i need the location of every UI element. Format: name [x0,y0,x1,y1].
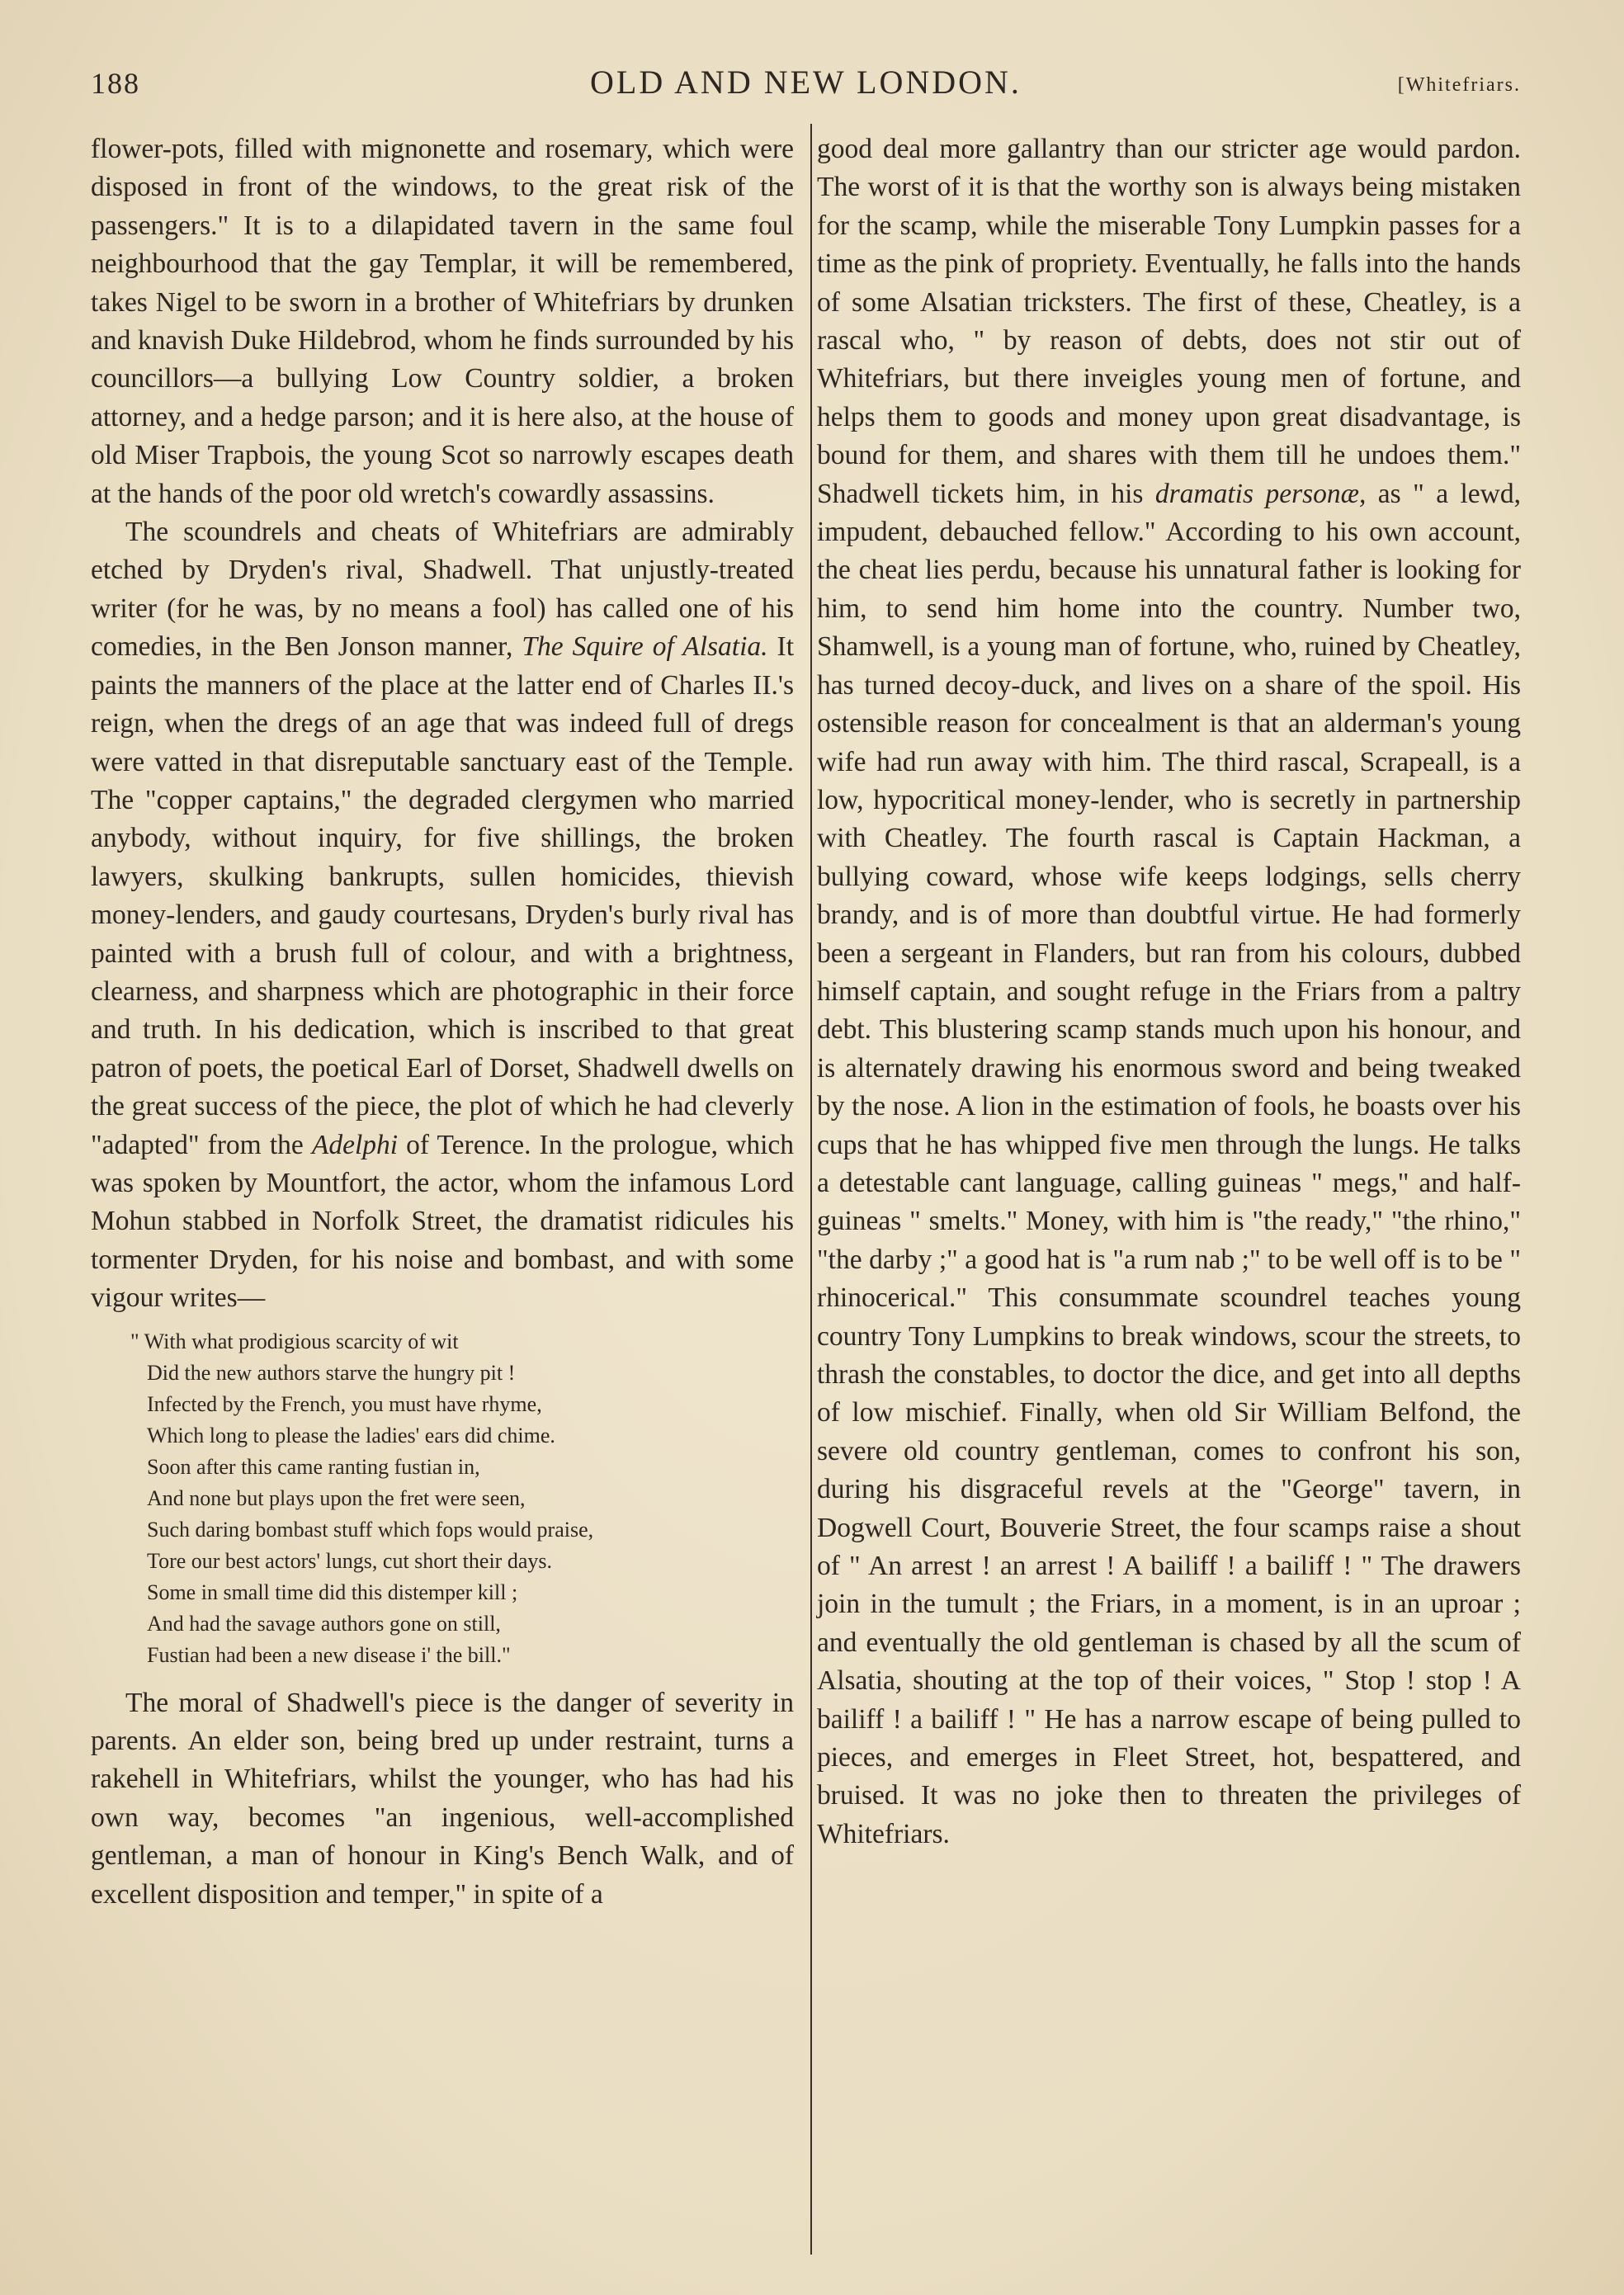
italic-phrase: dramatis personæ, [1154,478,1367,509]
poem-line: " With what prodigious scarcity of wit [130,1329,459,1353]
paragraph [817,130,1521,1853]
play-title: Adelphi [311,1129,399,1160]
poem-line: Tore our best actors' lungs, cut short their days. [147,1548,552,1573]
poem-line: Did the new authors starve the hungry pit ! [147,1360,516,1385]
left-column [91,130,794,1914]
poem-line: And none but plays upon the fret were seen, [147,1485,526,1510]
paragraph-text: as " a lewd, impudent, debauched fellow." According to his own account, the cheat lies perdu, because his unnatural father is looking for him, to send him home into the country. Number two, Shamwell, is a young man of fortune, who, ruined by Cheatley, has turned decoy-duck, and lives on a share of the spoil. His ostensible reason for concealment is that an alderman's young wife had run away with him. The third rascal, Scrapeall, is a low, hypocritical money-lender, who is secretly in partnership with Cheatley. The fourth rascal is Captain Hackman, a bullying coward, whose wife keeps lodgings, sells cherry brandy, and is of more than doubtful virtue. He had formerly been a sergeant in Flanders, but ran from his colours, dubbed himself captain, and sought refuge in the Friars from a paltry debt. This blustering scamp stands much upon his honour, and is alternately drawing his enormous sword and being tweaked by the nose. A lion in the estimation of fools, he boasts over his cups that he has whipped five men through the lungs. He talks a detestable cant language, calling guineas " megs," and half-guineas " smelts." Money, with him is "the ready," "the rhino," "the darby ;" a good hat is "a rum nab ;" to be well off is to be " rhinocerical." This consummate scoundrel teaches young country Tony Lumpkins to break windows, scour the streets, to thrash the constables, to doctor the dice, and get into all depths of low mischief. Finally, when old Sir William Belfond, the severe old country gentleman, comes to confront his son, during his disgraceful revels at the "George" tavern, in Dogwell Court, Bouverie Street, the four scamps raise a shout of " An arrest ! an arrest ! A bailiff ! a bailiff ! " The drawers join in the tumult ; the Friars, in a moment, is in an uproar ; and eventually the old gentleman is chased by all the scum of Alsatia, shouting at the top of their voices, " Stop ! stop ! A bailiff ! a bailiff ! " He has a narrow escape of being pulled to pieces, and emerges in Fleet Street, hot, bespattered, and bruised. It was no joke then to threaten the privileges of Whitefriars. [817,478,1521,1849]
paragraph: The moral of Shadwell's piece is the danger of severity in parents. An elder son, being bred up under restraint, turns a rakehell in Whitefriars, whilst the younger, who has had his own way, becomes "an ingenious, well-accomplished gentleman, a man of honour in King's Bench Walk, and of excellent disposition and temper," in spite of a [91,1687,794,1910]
book-title: OLD AND NEW LONDON. [590,64,1022,101]
prologue-poem [130,1326,794,1671]
poem-line: Soon after this came ranting fustian in, [147,1454,480,1479]
poem-line: Which long to please the ladies' ears did chime. [147,1423,555,1447]
poem-line: Some in small time did this distemper kill ; [147,1580,518,1604]
play-title: The Squire of Alsatia. [522,631,768,663]
paragraph-text: It paints the manners of the place at the latter end of Charles II.'s reign, when the dregs of an age that was indeed full of dregs were vatted in that disreputable sanctuary east of the Temple. The "copper captains," the degraded clergymen who married anybody, without inquiry, for five shillings, the broken lawyers, skulking bankrupts, sullen homicides, thievish money-lenders, and gaudy courtesans, Dryden's burly rival has painted with a brush full of colour, and with a brightness, clearness, and sharpness which are photographic in their force and truth. In his dedication, which is inscribed to that great patron of poets, the poetical Earl of Dorset, Shadwell dwells on the great success of the piece, the plot of which he had cleverly "adapted" from the [91,631,795,1160]
poem-line: Fustian had been a new disease i' the bill." [147,1642,511,1667]
right-column [817,130,1521,1853]
poem-line: And had the savage authors gone on still, [147,1611,501,1636]
paragraph-text: of Terence. In the prologue, which was spoken by Mountfort, the actor, whom the infamous Lord Mohun stabbed in Norfolk Street, the dramatist ridicules his tormenter Dryden, for his noise and bombast, and with some vigour writes— [91,1129,794,1314]
poem-line: Such daring bombast stuff which fops would praise, [147,1517,594,1542]
column-divider [810,124,812,2255]
paragraph-text: The scoundrels and cheats of Whitefriars are admirably etched by Dryden's rival, Shadwell. That unjustly-treated writer (for he was, by no means a fool) has called one of his comedies, in the Ben Jonson manner, [91,517,794,663]
section-title: [Whitefriars. [1397,74,1521,96]
page-number: 188 [91,67,140,100]
paragraph-text: good deal more gallantry than our stricter age would pardon. The worst of it is that the worthy son is always being mistaken for the scamp, while the miserable Tony Lumpkin passes for a time as the pink of propriety. Eventually, he falls into the hands of some Alsatian tricksters. The first of these, Cheatley, is a rascal who, " by reason of debts, does not stir out of Whitefriars, but there inveigles young men of fortune, and helps them to goods and money upon great disadvantage, is bound for them, and shares with them till he undoes them." Shadwell tickets him, in his [817,134,1521,509]
paragraph: flower-pots, filled with mignonette and rosemary, which were disposed in front of the windows, to the great risk of the passengers." It is to a dilapidated tavern in the same foul neighbourhood that the gay Templar, it will be remembered, takes Nigel to be sworn in a brother of Whitefriars by drunken and knavish Duke Hildebrod, whom he finds surrounded by his councillors—a bullying Low Country soldier, a broken attorney, and a hedge parson; and it is here also, at the house of old Miser Trapbois, the young Scot so narrowly escapes death at the hands of the poor old wretch's cowardly assassins. [91,134,794,509]
poem-line: Infected by the French, you must have rhyme, [147,1391,542,1416]
paragraph [91,513,794,1318]
running-header [91,59,1521,109]
